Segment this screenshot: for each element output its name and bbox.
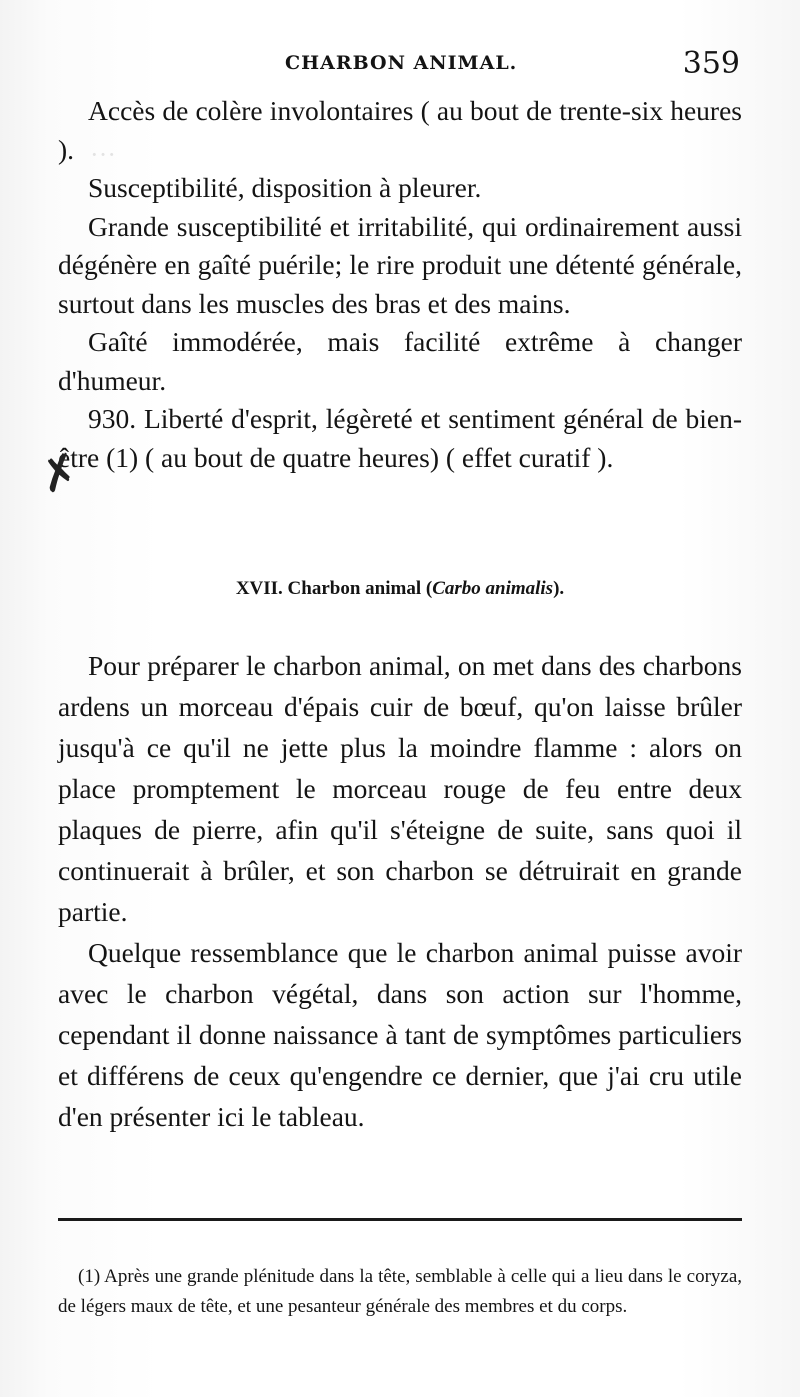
handwritten-cross-mark-icon: ✗ (32, 441, 86, 505)
show-through-text: ··· (90, 140, 116, 169)
paragraph: Accès de colère involontaires ( au bout de trente-six heures ). (58, 95, 742, 165)
paragraph: Quelque ressemblance que le charbon animal puisse avoir avec le charbon végétal, dans son action sur l'homme, cependant il donne naissance à tant de symptômes particuliers et différens de ceux qu'engendre ce dernier, que j'ai cru utile d'en présenter ici le tableau. (58, 937, 742, 1132)
paragraph: Gaîté immodérée, mais facilité extrême à changer d'humeur. (58, 326, 742, 396)
paragraph: Susceptibilité, disposition à pleurer. (88, 172, 482, 203)
page-number: 359 (682, 46, 740, 81)
section-heading-number: XVII. Charbon animal ( (235, 578, 433, 599)
paragraph-930: 930. Liberté d'esprit, légèreté et sentiment général de bien-être (1) ( au bout de quatre heures) ( effet curatif ). (58, 403, 742, 473)
running-head: CHARBON ANIMAL. (285, 52, 518, 74)
paragraph: Grande susceptibilité et irritabilité, qui ordinairement aussi dégénère en gaîté puérile; le rire produit une détenté générale, surtout dans les muscles des bras et des mains. (58, 210, 742, 319)
section-heading-close: ). (553, 578, 565, 599)
section-heading-latin: Carbo animalis (432, 578, 554, 599)
section-2-text (58, 645, 742, 1137)
footnote (58, 1262, 742, 1322)
section-1-text (58, 92, 742, 477)
footnote-divider (58, 1218, 742, 1221)
section-heading (58, 578, 742, 600)
footnote-marker: (1) (78, 1266, 101, 1287)
footnote-text: Après une grande plénitude dans la tête, semblable à celle qui a lieu dans le coryza, de légers maux de tête, et une pesanteur générale des membres et du corps. (58, 1266, 743, 1317)
paragraph: Pour préparer le charbon animal, on met dans des charbons ardens un morceau d'épais cuir de bœuf, qu'on laisse brûler jusqu'à ce qu'il ne jette plus la moindre flamme : alors on place promptement le morceau rouge de feu entre deux plaques de pierre, afin qu'il s'éteigne de suite, sans quoi il continuerait à brûler, et son charbon se détruirait en grande partie. (58, 650, 742, 927)
page-header (60, 46, 740, 86)
